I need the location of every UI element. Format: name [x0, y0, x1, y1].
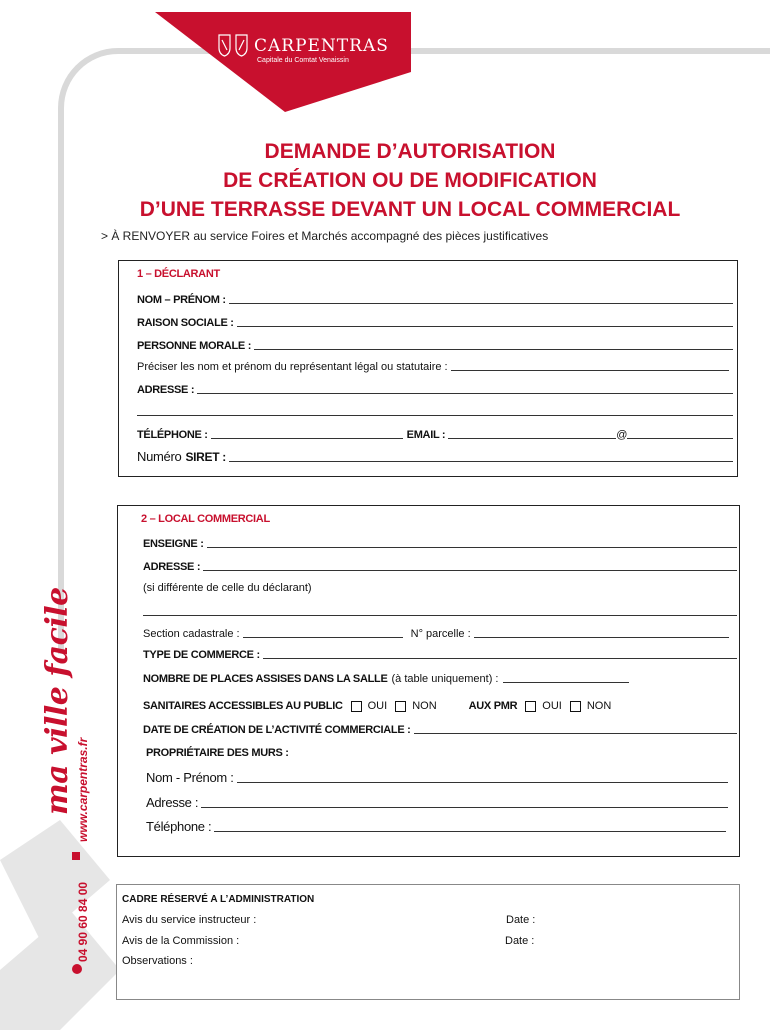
- proprietaire-adresse-label: Adresse :: [146, 795, 199, 810]
- pmr-oui-checkbox[interactable]: [525, 701, 536, 712]
- places-assises-field[interactable]: [503, 681, 629, 683]
- nom-prenom-field[interactable]: [137, 292, 733, 306]
- siret-label: SIRET :: [185, 450, 227, 464]
- aux-pmr-label: AUX PMR: [468, 700, 518, 712]
- sanitaires-row: [143, 696, 611, 712]
- website-text: www.carpentras.fr: [76, 737, 90, 842]
- email-label: EMAIL :: [406, 429, 446, 441]
- telephone-label: TÉLÉPHONE :: [137, 429, 208, 441]
- adresse-note: [143, 580, 312, 594]
- proprietaire-label: PROPRIÉTAIRE DES MURS :: [146, 747, 289, 759]
- places-assises-label: NOMBRE DE PLACES ASSISES DANS LA SALLE: [143, 673, 388, 685]
- declarant-section: [118, 260, 738, 477]
- decorative-swoosh-graphic: [0, 820, 130, 1030]
- date-commission-row: [505, 933, 534, 947]
- representant-field[interactable]: [137, 359, 729, 373]
- enseigne-label: ENSEIGNE :: [143, 538, 204, 550]
- instructions-text: > À RENVOYER au service Foires et Marchés accompagné des pièces justificatives: [101, 229, 549, 243]
- raison-sociale-label: RAISON SOCIALE :: [137, 317, 234, 329]
- representant-label: Préciser les nom et prénom du représentant légal ou statutaire :: [137, 361, 448, 373]
- section-2-heading: 2 – LOCAL COMMERCIAL: [141, 513, 270, 525]
- email-field[interactable]: [448, 437, 616, 439]
- adresse-local-label: ADRESSE :: [143, 561, 201, 573]
- sanitaires-oui-checkbox[interactable]: [351, 701, 362, 712]
- slogan-text: ma ville facile: [40, 587, 75, 815]
- date-service-label: Date :: [506, 914, 536, 926]
- telephone-field[interactable]: [211, 437, 403, 439]
- avis-commission-label: Avis de la Commission :: [122, 935, 240, 947]
- email-at-sign: @: [616, 429, 628, 441]
- sanitaires-oui-label: OUI: [367, 700, 388, 712]
- cadastre-row: [143, 626, 729, 640]
- adresse-line-2[interactable]: [137, 404, 733, 418]
- title-line-2: DE CRÉATION OU DE MODIFICATION: [223, 169, 597, 192]
- admin-heading: CADRE RÉSERVÉ A L’ADMINISTRATION: [122, 894, 315, 905]
- proprietaire-telephone-label: Téléphone :: [146, 819, 212, 834]
- siret-prefix-label: Numéro: [137, 449, 182, 464]
- enseigne-field[interactable]: [143, 536, 737, 550]
- adresse-field[interactable]: [137, 382, 733, 396]
- proprietaire-heading: [146, 745, 289, 759]
- phone-text: 04 90 60 84 00: [76, 881, 90, 962]
- parcelle-label: N° parcelle :: [410, 628, 471, 640]
- admin-section: [116, 884, 740, 1000]
- observations-label: Observations :: [122, 955, 193, 967]
- brand-tagline: Capitale du Comtat Venaissin: [257, 57, 349, 64]
- places-note: (à table uniquement) :: [391, 673, 499, 685]
- title-line-1: DEMANDE D’AUTORISATION: [264, 140, 556, 163]
- local-commercial-section: [117, 505, 740, 857]
- pmr-non-label: NON: [586, 700, 612, 712]
- avis-service-label: Avis du service instructeur :: [122, 914, 257, 926]
- parcelle-field[interactable]: [474, 636, 729, 638]
- proprietaire-nom-label: Nom - Prénom :: [146, 770, 234, 785]
- places-assises-row: [143, 671, 629, 685]
- type-commerce-label: TYPE DE COMMERCE :: [143, 649, 260, 661]
- date-service-row: [506, 912, 535, 926]
- adresse-note-text: (si différente de celle du déclarant): [143, 582, 312, 594]
- raison-sociale-field[interactable]: [137, 315, 733, 329]
- pmr-oui-label: OUI: [542, 700, 562, 712]
- date-creation-field[interactable]: [143, 722, 737, 736]
- proprietaire-telephone-field[interactable]: [146, 817, 726, 834]
- date-creation-label: DATE DE CRÉATION DE L’ACTIVITÉ COMMERCIALE :: [143, 724, 411, 736]
- adresse-local-line-2[interactable]: [143, 604, 737, 618]
- phone-dot-icon: [70, 962, 84, 976]
- section-cadastrale-field[interactable]: [243, 636, 403, 638]
- siret-field[interactable]: [137, 450, 733, 464]
- brand-name: CARPENTRAS: [254, 36, 389, 56]
- sanitaires-non-label: NON: [412, 700, 437, 712]
- email-domain-field[interactable]: [627, 437, 733, 439]
- personne-morale-field[interactable]: [137, 338, 733, 352]
- contact-row: [137, 427, 733, 441]
- date-commission-label: Date :: [505, 935, 535, 947]
- adresse-label: ADRESSE :: [137, 384, 195, 396]
- title-line-3: D’UNE TERRASSE DEVANT UN LOCAL COMMERCIAL: [139, 198, 681, 221]
- personne-morale-label: PERSONNE MORALE :: [137, 340, 252, 352]
- sanitaires-label: SANITAIRES ACCESSIBLES AU PUBLIC: [143, 700, 343, 712]
- nom-prenom-label: NOM – PRÉNOM :: [137, 294, 226, 306]
- proprietaire-adresse-field[interactable]: [146, 793, 728, 810]
- section-cadastrale-label: Section cadastrale :: [143, 628, 240, 640]
- crest-logo-icon: [216, 32, 250, 58]
- proprietaire-nom-field[interactable]: [146, 768, 728, 785]
- square-bullet-icon: [70, 850, 84, 864]
- observations-row: [122, 953, 193, 967]
- section-1-heading: 1 – DÉCLARANT: [137, 268, 220, 280]
- pmr-non-checkbox[interactable]: [570, 701, 581, 712]
- sanitaires-non-checkbox[interactable]: [395, 701, 406, 712]
- avis-commission-row: [122, 933, 239, 947]
- type-commerce-field[interactable]: [143, 647, 737, 661]
- adresse-local-field[interactable]: [143, 559, 737, 573]
- avis-service-row: [122, 912, 256, 926]
- page-title: [80, 137, 740, 224]
- admin-heading-row: [122, 891, 314, 905]
